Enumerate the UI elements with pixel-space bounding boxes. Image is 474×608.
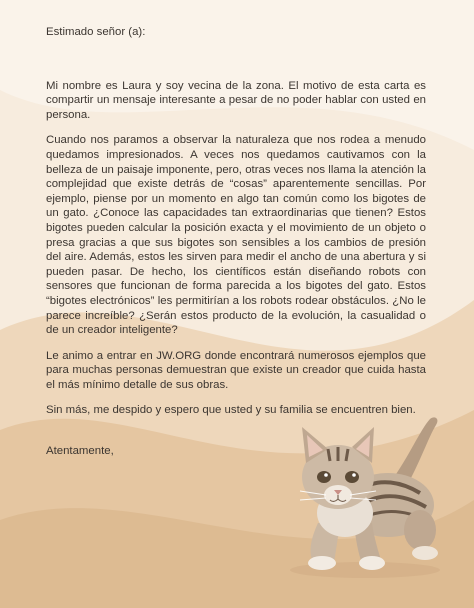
kitten-eye-right [345,471,359,483]
kitten-back-leg [404,510,436,550]
paragraph-intro: Mi nombre es Laura y soy vecina de la zona. El motivo de esta carta es compartir un mensaje interesante a pesar de no poder hablar con usted en persona. [46,79,426,121]
paragraph-jworg: Le animo a entrar en JW.ORG donde encontrará numerosos ejemplos que para muchas personas demuestran que existe un creador que cuida hasta el más mínimo detalle de sus obras. [46,349,426,391]
paragraph-farewell: Sin más, me despido y espero que usted y su familia se encuentren bien. [46,404,416,417]
kitten-illustration [270,405,450,580]
paragraph-whiskers: Cuando nos paramos a observar la naturaleza que nos rodea a menudo quedamos impresionados. A veces nos quedamos cautivamos con la belleza de un paisaje imponente, pero, otras veces nos llama la atención la complejidad que existe detrás de “cosas” aparentemente sencillas. Por ejemplo, piense por un momento en algo tan común como los bigotes de un gato. ¿Conoce las capacidades tan extraordinarias que tienen? Estos bigotes pueden calcular la posición exacta y el movimiento de un objeto o presa gracias a que sus bigotes son sensibles a los cambios de presión del aire. Además, estos les sirven para medir el ancho de una abertura y si pueden pasar. De hecho, los científicos están diseñando robots con sensores que funcionan de forma parecida a los bigotes del gato. Estos “bigotes electrónicos” les permitirían a los robots rodear obstáculos. ¿No le parece increíble? ¿Serán estos producto de la evolución, la casualidad o de un creador inteligente? [46,134,426,337]
kitten-eye-left [317,471,331,483]
greeting: Estimado señor (a): [46,26,146,38]
closing: Atentamente, [46,445,114,458]
letter-body [46,25,426,470]
